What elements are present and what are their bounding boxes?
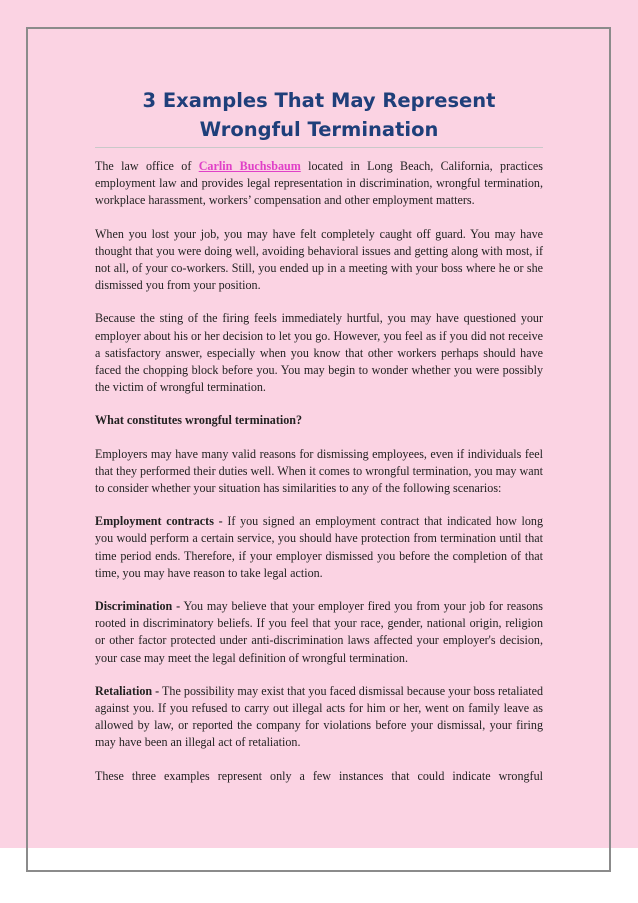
paragraph-valid-reasons: Employers may have many valid reasons for dismissing employees, even if individuals feel that they performed their duties well. When it comes to wrongful termination, you may want to consider whether your situation has similarities to any of the following scenarios: <box>95 446 543 496</box>
title-line-1: 3 Examples That May Represent <box>142 89 496 112</box>
paragraph-sting-of-firing: Because the sting of the firing feels immediately hurtful, you may have questioned your employer about his or her decision to let you go. However, you feel as if you did not receive a satisfactory answer, especially when you know that other workers perhaps should have faced the chopping block before you. You may begin to wonder whether you were possibly the victim of wrongful termination. <box>95 311 543 395</box>
employment-contracts-text: If you signed an employment contract that indicated how long you would perform a certain service, you should have protection from termination until that time period ends. Therefore, if your employer dismissed you before the completion of that time, you may have reason to take legal action. <box>95 514 544 580</box>
paragraph-discrimination <box>95 598 543 667</box>
paragraph-final-line: These three examples represent only a few instances that could indicate wrongful <box>95 768 543 783</box>
document-body <box>95 86 543 785</box>
paragraph-employment-contracts <box>95 513 543 582</box>
discrimination-label: Discrimination - <box>95 599 181 614</box>
paragraph-retaliation <box>95 683 543 752</box>
carlin-buchsbaum-link[interactable]: Carlin Buchsbaum <box>198 159 301 173</box>
title-line-2: Wrongful Termination <box>199 118 439 141</box>
retaliation-text: The possibility may exist that you faced dismissal because your boss retaliated against you. If you refused to carry out illegal acts for him or her, went on family leave as allowed by law, or reported the company for violations before your dismissal, your firing may have been an illegal act of retaliation. <box>95 683 543 750</box>
paragraph-lost-job: When you lost your job, you may have felt completely caught off guard. You may have thought that you were doing well, avoiding behavioral issues and getting along with most, if not all, of your co-workers. Still, you ended up in a meeting with your boss where he or she dismissed you from your position. <box>95 226 543 293</box>
section-heading: What constitutes wrongful termination? <box>95 413 303 428</box>
discrimination-text: You may believe that your employer fired you from your job for reasons rooted in discriminatory beliefs. If you feel that your race, gender, national origin, religion or other factor protected under anti-discrimination laws affected your employer's decision, your case may meet the legal definition of wrongful termination. <box>95 599 543 665</box>
employment-contracts-label: Employment contracts - <box>95 514 223 529</box>
retaliation-label: Retaliation - <box>95 683 160 698</box>
intro-paragraph <box>95 158 543 210</box>
title-divider <box>95 147 543 148</box>
document-title <box>95 86 543 146</box>
intro-text-after: located in Long Beach, California, practices employment law and provides legal representation in discrimination, wrongful termination, workplace harassment, workers’ compensation and other employment matters. <box>95 159 543 208</box>
intro-text-before: The law office of <box>95 159 199 173</box>
